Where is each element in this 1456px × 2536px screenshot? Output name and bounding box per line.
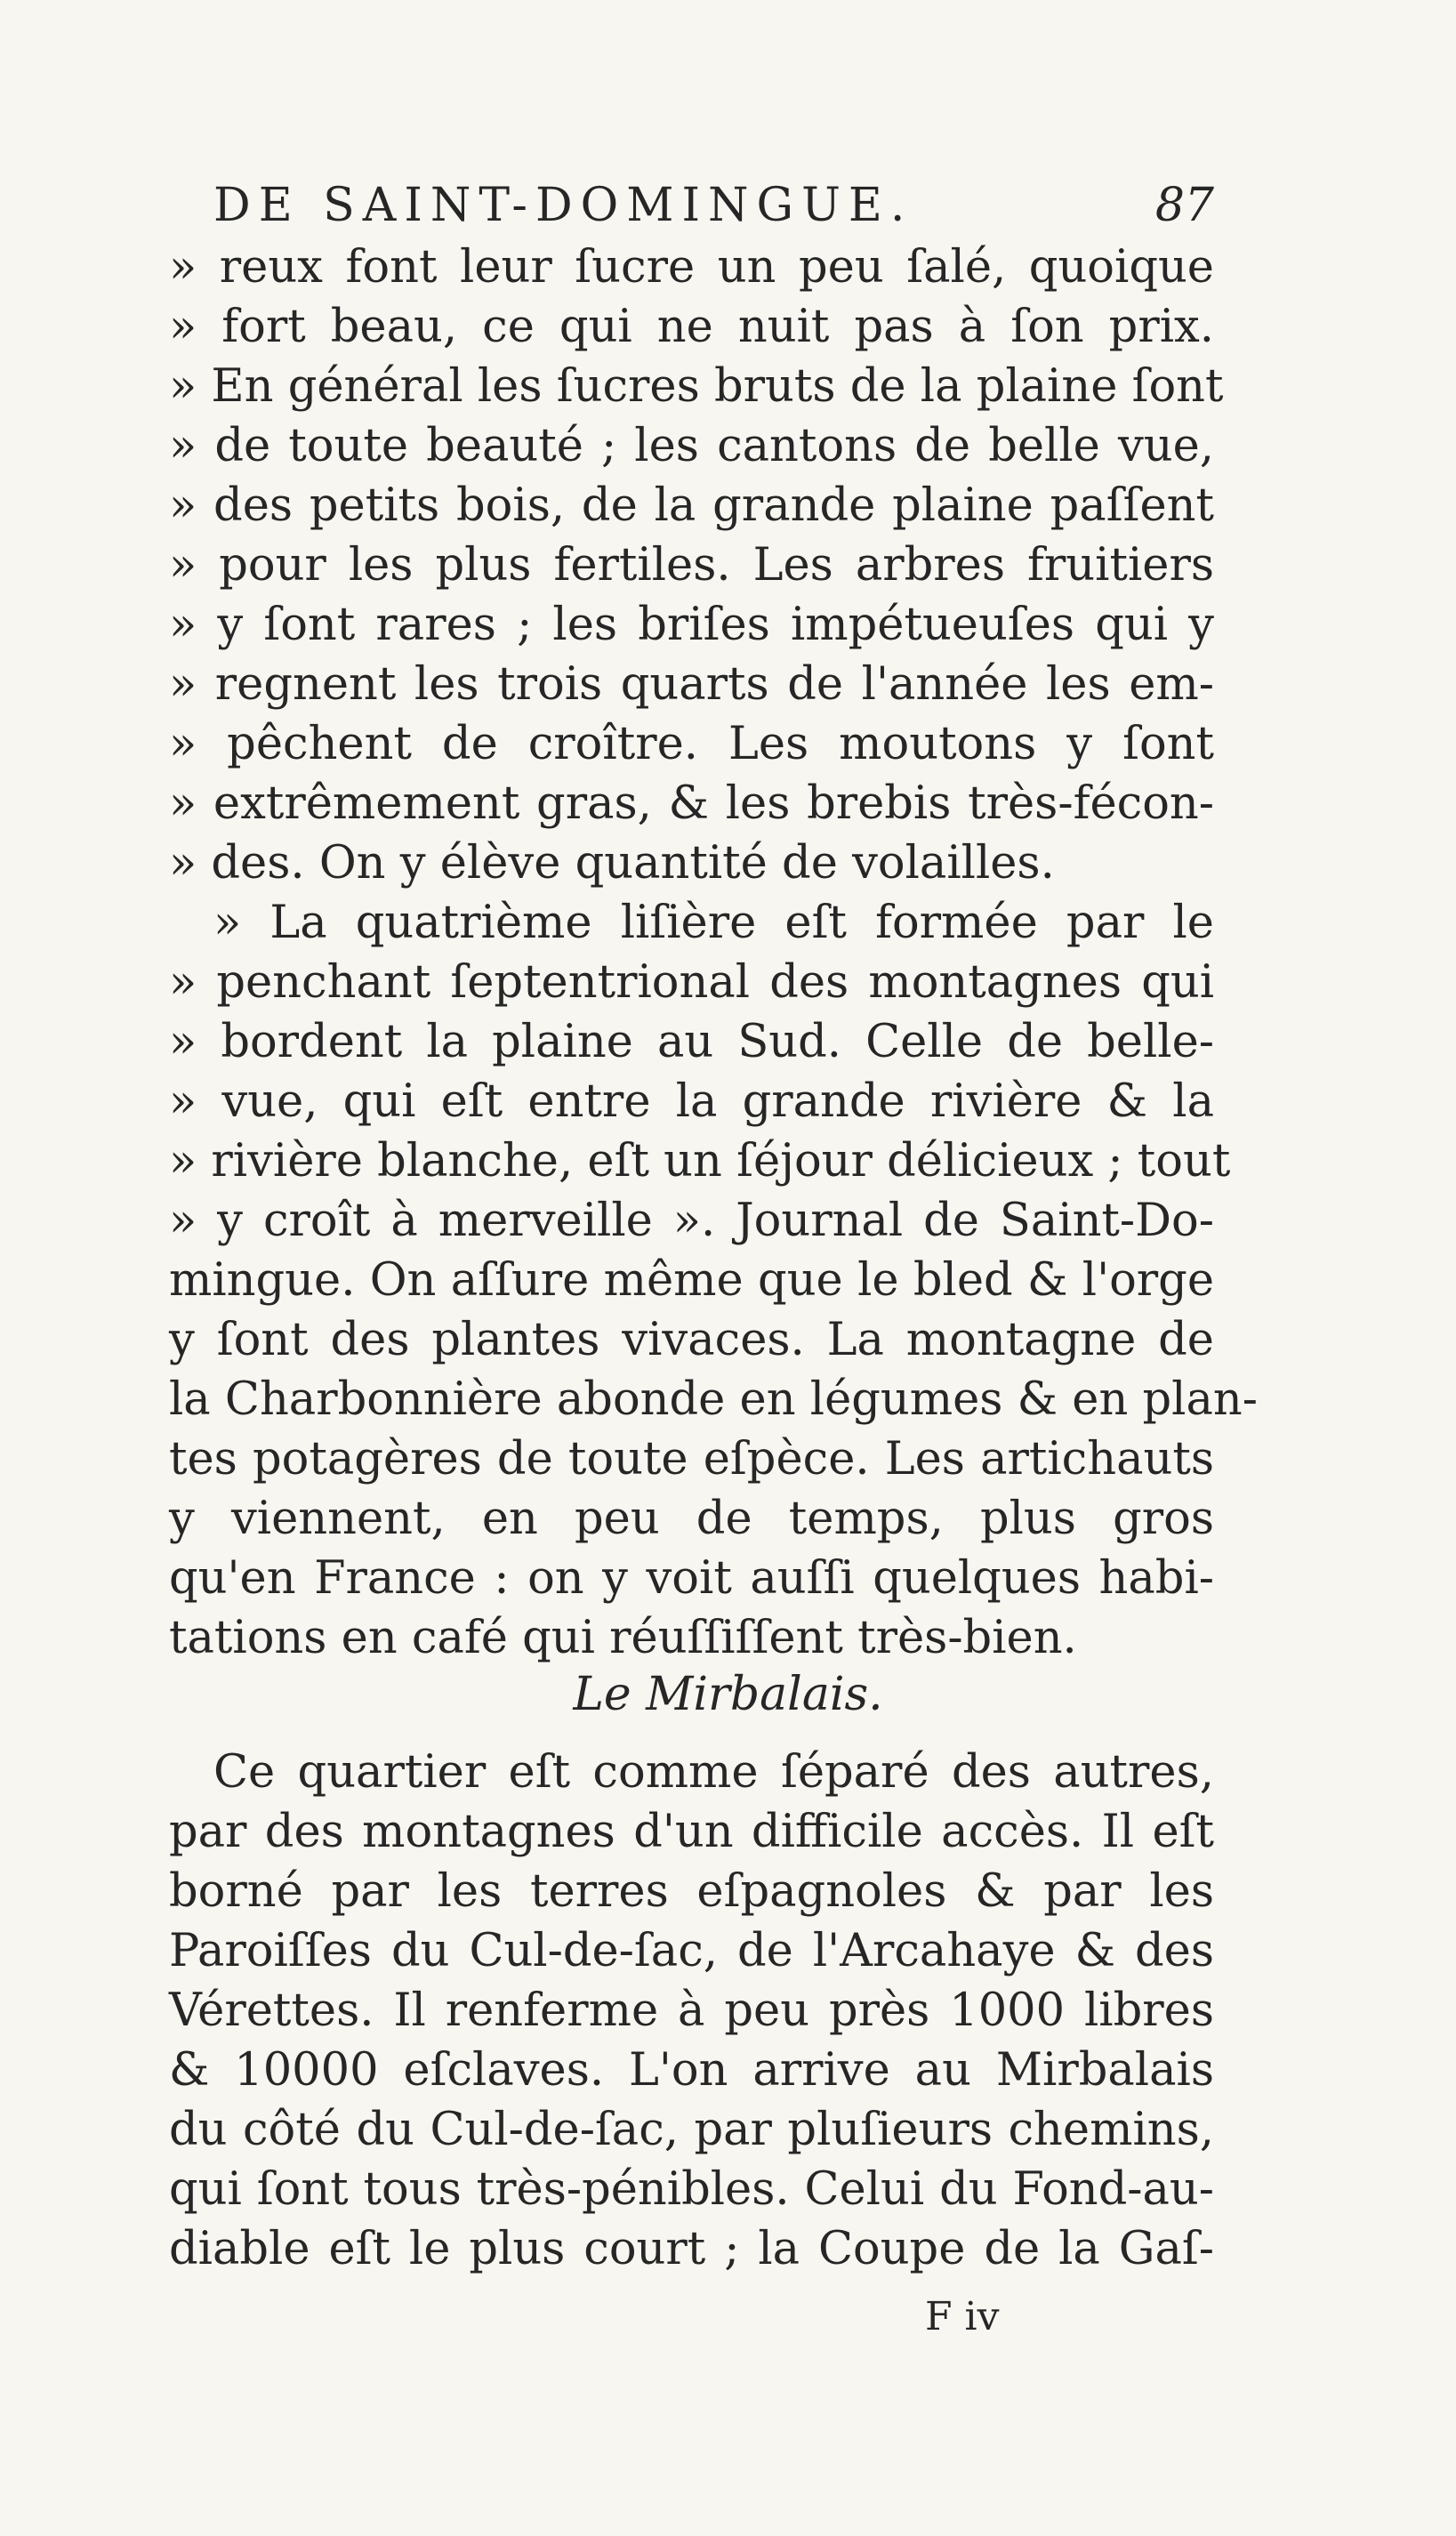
text-line: » penchant ſeptentrional des montagnes qui — [169, 956, 1214, 1009]
text-line: » y ſont rares ; les briſes impétueuſes qui y — [169, 599, 1214, 651]
text-line: » fort beau, ce qui ne nuit pas à ſon prix. — [169, 301, 1214, 353]
text-line: tations en café qui réuſſiſſent très-bien. — [169, 1612, 1077, 1664]
text-line: Ce quartier eſt comme ſéparé des autres, — [213, 1746, 1214, 1799]
text-line: y viennent, en peu de temps, plus gros — [169, 1493, 1214, 1545]
text-line: » des. On y élève quantité de volailles. — [169, 837, 1055, 890]
text-line: » de toute beauté ; les cantons de belle vue, — [169, 420, 1214, 472]
text-line: » extrêmement gras, & les brebis très-fécon- — [169, 777, 1214, 830]
text-line: » rivière blanche, eſt un ſéjour délicieux ; tout — [169, 1135, 1231, 1187]
text-line: y ſont des plantes vivaces. La montagne de — [169, 1314, 1214, 1366]
text-line: » pêchent de croître. Les moutons y ſont — [169, 718, 1214, 770]
text-line: » des petits bois, de la grande plaine paſſent — [169, 479, 1214, 532]
text-line: tes potagères de toute eſpèce. Les artichauts — [169, 1433, 1214, 1485]
signature-mark: F iv — [925, 2294, 1000, 2339]
text-line: » pour les plus fertiles. Les arbres fruitiers — [169, 539, 1214, 592]
text-line: » y croît à merveille ». Journal de Saint-Do- — [169, 1195, 1214, 1247]
text-line: » bordent la plaine au Sud. Celle de belle- — [169, 1016, 1214, 1068]
text-line: & 10000 eſclaves. L'on arrive au Mirbalais — [169, 2044, 1214, 2097]
text-line: » vue, qui eſt entre la grande rivière & la — [169, 1075, 1214, 1128]
page-number: 87 — [1154, 179, 1214, 232]
text-line: » En général les ſucres bruts de la plaine ſont — [169, 360, 1224, 413]
text-line: » regnent les trois quarts de l'année les em- — [169, 658, 1214, 711]
section-heading: Le Mirbalais. — [573, 1668, 883, 1721]
page-header — [213, 174, 1214, 237]
text-line: mingue. On aſſure même que le bled & l'orge — [169, 1254, 1214, 1307]
running-title: DE SAINT-DOMINGUE. — [213, 179, 913, 232]
text-line: par des montagnes d'un difficile accès. Il eſt — [169, 1806, 1214, 1858]
text-line: Paroiſſes du Cul-de-ſac, de l'Arcahaye & des — [169, 1925, 1214, 1977]
text-line: qui ſont tous très-pénibles. Celui du Fond-au- — [169, 2163, 1214, 2216]
text-line: qu'en France : on y voit auſſi quelques habi- — [169, 1552, 1214, 1605]
text-line: diable eſt le plus court ; la Coupe de la Gaſ- — [169, 2223, 1214, 2275]
text-line: » reux font leur ſucre un peu ſalé, quoique — [169, 241, 1214, 294]
text-line: du côté du Cul-de-ſac, par pluſieurs chemins, — [169, 2104, 1214, 2156]
text-line: borné par les terres eſpagnoles & par les — [169, 1865, 1214, 1918]
text-line: Vérettes. Il renferme à peu près 1000 libres — [169, 1985, 1214, 2037]
text-line: la Charbonnière abonde en légumes & en plan- — [169, 1373, 1258, 1426]
text-line: » La quatrième liſière eſt formée par le — [213, 897, 1214, 949]
